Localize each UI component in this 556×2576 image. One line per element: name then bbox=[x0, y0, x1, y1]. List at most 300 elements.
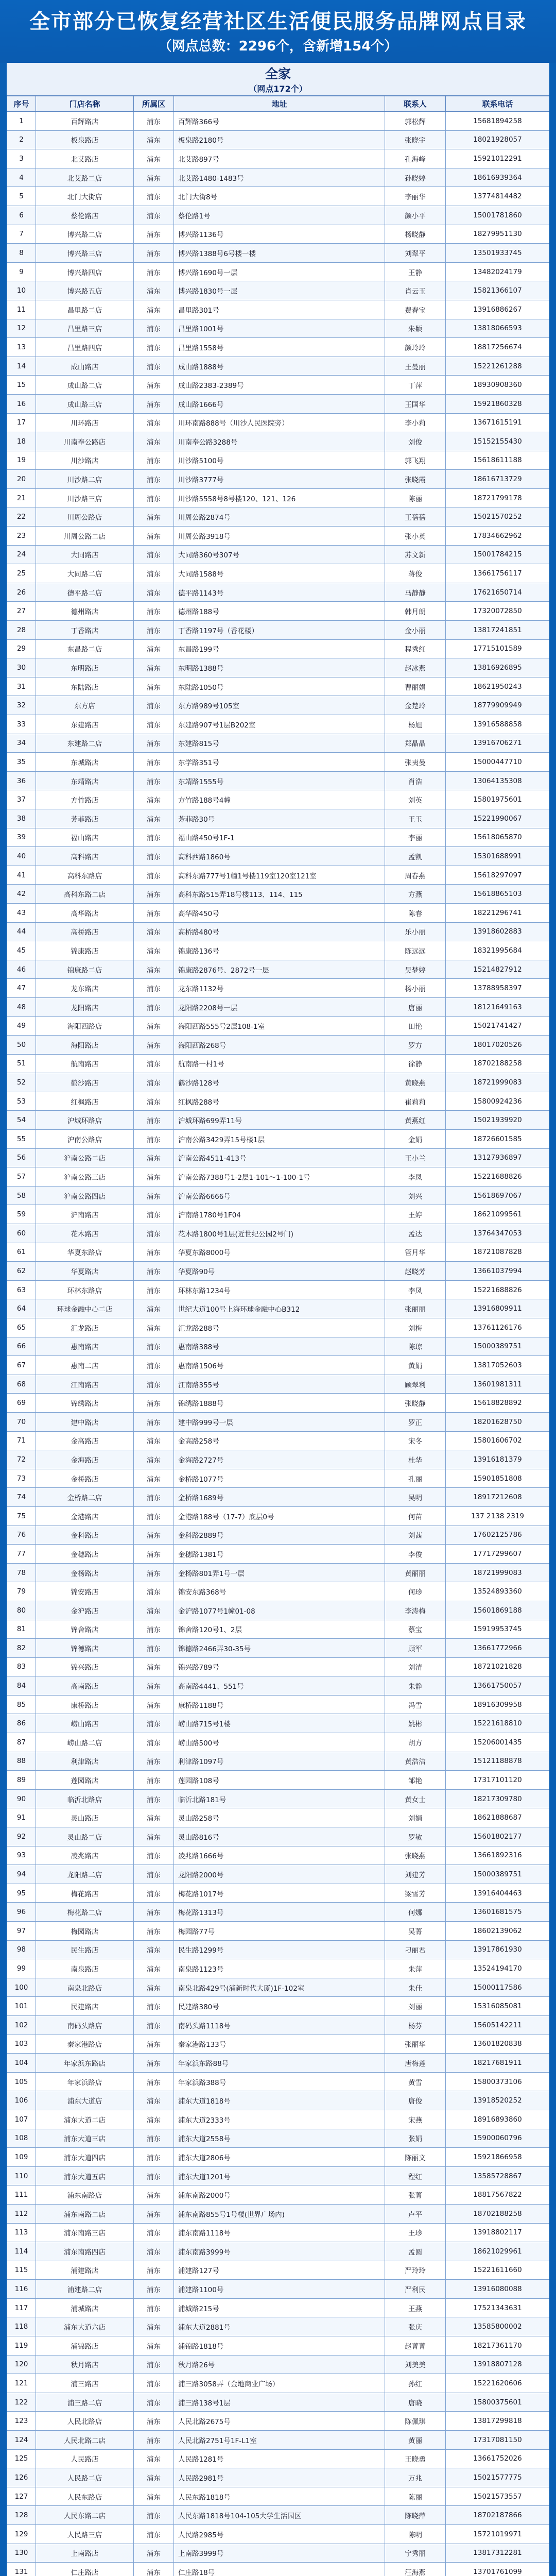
cell-address: 世纪大道100号上海环球金融中心B312 bbox=[174, 1299, 385, 1318]
cell-district: 浦东 bbox=[134, 149, 174, 168]
cell-contact: 张晓霞 bbox=[385, 470, 446, 489]
cell-store-name: 博兴路三店 bbox=[36, 244, 134, 263]
cell-district: 浦东 bbox=[134, 583, 174, 602]
cell-store-name: 浦城路店 bbox=[36, 2298, 134, 2317]
cell-contact: 崔莉莉 bbox=[385, 1092, 446, 1111]
cell-contact: 邹艳 bbox=[385, 1771, 446, 1790]
cell-store-name: 金桥路二店 bbox=[36, 1488, 134, 1507]
table-row bbox=[7, 2091, 550, 2110]
column-header-store: 门店名称 bbox=[36, 96, 134, 112]
cell-address: 高南路4441、551号 bbox=[174, 1676, 385, 1696]
cell-store-name: 东陆路店 bbox=[36, 677, 134, 696]
cell-address: 丁香路1197号（香花楼） bbox=[174, 621, 385, 640]
cell-contact: 宁秀丽 bbox=[385, 2544, 446, 2563]
cell-store-name: 博兴路五店 bbox=[36, 281, 134, 300]
cell-address: 鹤沙路128号 bbox=[174, 1073, 385, 1092]
cell-contact: 杨旭 bbox=[385, 715, 446, 734]
column-header-phone: 联系电话 bbox=[446, 96, 550, 112]
cell-address: 昌里路301号 bbox=[174, 300, 385, 319]
cell-phone: 15000389751 bbox=[446, 1337, 550, 1356]
cell-district: 浦东 bbox=[134, 1676, 174, 1696]
cell-index: 104 bbox=[7, 2054, 36, 2073]
cell-index: 29 bbox=[7, 639, 36, 658]
cell-store-name: 东明路店 bbox=[36, 658, 134, 677]
cell-district: 浦东 bbox=[134, 828, 174, 847]
table-row bbox=[7, 885, 550, 904]
cell-index: 1 bbox=[7, 112, 36, 131]
table-row bbox=[7, 1356, 550, 1375]
table-row bbox=[7, 1997, 550, 2016]
cell-district: 浦东 bbox=[134, 1771, 174, 1790]
cell-phone: 15221688826 bbox=[446, 1280, 550, 1299]
cell-phone: 13764347053 bbox=[446, 1224, 550, 1243]
cell-phone: 18721999083 bbox=[446, 1563, 550, 1582]
cell-contact: 陈琼 bbox=[385, 1337, 446, 1356]
cell-address: 东方路989号105室 bbox=[174, 696, 385, 715]
cell-phone: 13916886267 bbox=[446, 300, 550, 319]
cell-contact: 孟圆 bbox=[385, 2242, 446, 2261]
cell-phone: 13601820838 bbox=[446, 2035, 550, 2054]
table-row bbox=[7, 2336, 550, 2355]
cell-phone: 15618611188 bbox=[446, 451, 550, 470]
cell-store-name: 芳菲路店 bbox=[36, 809, 134, 828]
cell-district: 浦东 bbox=[134, 1356, 174, 1375]
cell-address: 浦三路3058弄（金地商业广场） bbox=[174, 2374, 385, 2393]
cell-index: 16 bbox=[7, 394, 36, 413]
cell-phone: 13916080088 bbox=[446, 2280, 550, 2299]
cell-district: 浦东 bbox=[134, 130, 174, 149]
cell-store-name: 浦东大道五店 bbox=[36, 2166, 134, 2185]
table-row bbox=[7, 2223, 550, 2242]
cell-district: 浦东 bbox=[134, 1394, 174, 1413]
cell-phone: 13761126176 bbox=[446, 1318, 550, 1337]
cell-store-name: 人民路三店 bbox=[36, 2525, 134, 2544]
cell-address: 人民北路2675号 bbox=[174, 2412, 385, 2431]
table-row bbox=[7, 2242, 550, 2261]
cell-index: 4 bbox=[7, 168, 36, 187]
cell-index: 81 bbox=[7, 1620, 36, 1639]
cell-address: 金杨路801弄1号一层 bbox=[174, 1563, 385, 1582]
cell-index: 18 bbox=[7, 432, 36, 451]
cell-phone: 15919953745 bbox=[446, 1620, 550, 1639]
table-row bbox=[7, 771, 550, 790]
cell-contact: 张晓宇 bbox=[385, 130, 446, 149]
cell-index: 127 bbox=[7, 2487, 36, 2506]
table-row bbox=[7, 2544, 550, 2563]
cell-contact: 孟凯 bbox=[385, 847, 446, 866]
cell-contact: 肖云玉 bbox=[385, 281, 446, 300]
cell-contact: 严利民 bbox=[385, 2280, 446, 2299]
cell-address: 汇龙路288号 bbox=[174, 1318, 385, 1337]
table-row bbox=[7, 2317, 550, 2336]
cell-district: 浦东 bbox=[134, 960, 174, 979]
cell-index: 80 bbox=[7, 1601, 36, 1620]
cell-address: 金穗路1381号 bbox=[174, 1545, 385, 1564]
cell-store-name: 人民东路二店 bbox=[36, 2506, 134, 2525]
cell-district: 浦东 bbox=[134, 1262, 174, 1281]
table-row bbox=[7, 281, 550, 300]
cell-phone: 18201628750 bbox=[446, 1412, 550, 1431]
cell-phone: 15221618810 bbox=[446, 1714, 550, 1733]
cell-store-name: 百辉路店 bbox=[36, 112, 134, 131]
cell-store-name: 灵山路店 bbox=[36, 1808, 134, 1827]
cell-district: 浦东 bbox=[134, 2336, 174, 2355]
table-row bbox=[7, 1789, 550, 1808]
cell-address: 浦东大道2881号 bbox=[174, 2317, 385, 2336]
cell-contact: 程红 bbox=[385, 2166, 446, 2185]
cell-phone: 15681894258 bbox=[446, 112, 550, 131]
cell-index: 97 bbox=[7, 1922, 36, 1941]
cell-store-name: 灵山路二店 bbox=[36, 1827, 134, 1846]
cell-address: 浦东大道2333号 bbox=[174, 2110, 385, 2129]
cell-district: 浦东 bbox=[134, 2393, 174, 2412]
cell-district: 浦东 bbox=[134, 602, 174, 621]
cell-store-name: 浦东大道店 bbox=[36, 2091, 134, 2110]
cell-store-name: 金科路店 bbox=[36, 1526, 134, 1545]
cell-index: 109 bbox=[7, 2148, 36, 2167]
cell-address: 金桥路1077号 bbox=[174, 1469, 385, 1488]
table-row bbox=[7, 1412, 550, 1431]
cell-address: 川南奉公路3288号 bbox=[174, 432, 385, 451]
cell-district: 浦东 bbox=[134, 1714, 174, 1733]
cell-contact: 吴梦婷 bbox=[385, 960, 446, 979]
table-row bbox=[7, 357, 550, 376]
cell-store-name: 福山路店 bbox=[36, 828, 134, 847]
cell-contact: 朱佳 bbox=[385, 1978, 446, 1997]
cell-contact: 何娜 bbox=[385, 1903, 446, 1922]
cell-index: 38 bbox=[7, 809, 36, 828]
cell-store-name: 成山路店 bbox=[36, 357, 134, 376]
cell-store-name: 浦东大道二店 bbox=[36, 2110, 134, 2129]
cell-contact: 李凤 bbox=[385, 1280, 446, 1299]
cell-phone: 13916809911 bbox=[446, 1299, 550, 1318]
cell-district: 浦东 bbox=[134, 206, 174, 225]
cell-index: 78 bbox=[7, 1563, 36, 1582]
table-row bbox=[7, 903, 550, 922]
cell-index: 21 bbox=[7, 488, 36, 507]
cell-address: 高科东路515弄18号楼113、114、115 bbox=[174, 885, 385, 904]
cell-index: 13 bbox=[7, 338, 36, 357]
cell-index: 71 bbox=[7, 1431, 36, 1450]
cell-index: 103 bbox=[7, 2035, 36, 2054]
cell-store-name: 德平路二店 bbox=[36, 583, 134, 602]
cell-store-name: 民生路店 bbox=[36, 1940, 134, 1959]
cell-district: 浦东 bbox=[134, 2223, 174, 2242]
cell-phone: 15221620606 bbox=[446, 2374, 550, 2393]
cell-store-name: 环林东路店 bbox=[36, 1280, 134, 1299]
cell-store-name: 锦绣路店 bbox=[36, 1394, 134, 1413]
cell-address: 金港路188号（17-7）底层0号 bbox=[174, 1506, 385, 1526]
cell-store-name: 沪城环路店 bbox=[36, 1111, 134, 1130]
cell-contact: 刘建芳 bbox=[385, 1865, 446, 1884]
table-row bbox=[7, 2204, 550, 2223]
table-row bbox=[7, 112, 550, 131]
cell-district: 浦东 bbox=[134, 2072, 174, 2091]
cell-district: 浦东 bbox=[134, 168, 174, 187]
cell-phone: 17320072850 bbox=[446, 602, 550, 621]
cell-index: 49 bbox=[7, 1016, 36, 1036]
cell-address: 高科东路777号1幢1号楼119室120室121室 bbox=[174, 866, 385, 885]
cell-district: 浦东 bbox=[134, 1054, 174, 1073]
cell-contact: 方燕 bbox=[385, 885, 446, 904]
cell-index: 129 bbox=[7, 2525, 36, 2544]
cell-address: 锦康路136号 bbox=[174, 941, 385, 960]
cell-index: 125 bbox=[7, 2449, 36, 2468]
cell-store-name: 海阳路店 bbox=[36, 1036, 134, 1055]
cell-address: 凌兆路1666号 bbox=[174, 1846, 385, 1865]
cell-contact: 刘翠平 bbox=[385, 244, 446, 263]
table-row bbox=[7, 527, 550, 546]
cell-phone: 17317081150 bbox=[446, 2431, 550, 2450]
cell-phone: 15206001435 bbox=[446, 1733, 550, 1752]
cell-contact: 陈丽 bbox=[385, 2487, 446, 2506]
cell-store-name: 浦东南路店 bbox=[36, 2185, 134, 2205]
brand-count: （网点172个） bbox=[249, 84, 307, 94]
cell-store-name: 成山路三店 bbox=[36, 394, 134, 413]
table-row bbox=[7, 1582, 550, 1601]
cell-index: 76 bbox=[7, 1526, 36, 1545]
cell-contact: 顾军 bbox=[385, 1639, 446, 1658]
cell-index: 11 bbox=[7, 300, 36, 319]
cell-index: 57 bbox=[7, 1167, 36, 1187]
cell-address: 秦家港路133号 bbox=[174, 2035, 385, 2054]
cell-store-name: 年家浜东路店 bbox=[36, 2054, 134, 2073]
table-row bbox=[7, 658, 550, 677]
table-row bbox=[7, 451, 550, 470]
cell-district: 浦东 bbox=[134, 2506, 174, 2525]
cell-contact: 顾翠利 bbox=[385, 1375, 446, 1394]
cell-index: 50 bbox=[7, 1036, 36, 1055]
cell-store-name: 建中路店 bbox=[36, 1412, 134, 1431]
cell-address: 沪南公路4511-413号 bbox=[174, 1148, 385, 1167]
cell-district: 浦东 bbox=[134, 1186, 174, 1205]
table-row bbox=[7, 639, 550, 658]
cell-store-name: 利津路店 bbox=[36, 1752, 134, 1771]
cell-index: 73 bbox=[7, 1469, 36, 1488]
cell-index: 62 bbox=[7, 1262, 36, 1281]
cell-district: 浦东 bbox=[134, 1978, 174, 1997]
cell-contact: 王曼丽 bbox=[385, 357, 446, 376]
cell-address: 梅园路77号 bbox=[174, 1922, 385, 1941]
cell-store-name: 东建路店 bbox=[36, 715, 134, 734]
cell-address: 德平路1143号 bbox=[174, 583, 385, 602]
cell-store-name: 惠南路店 bbox=[36, 1337, 134, 1356]
cell-index: 128 bbox=[7, 2506, 36, 2525]
cell-contact: 杨芬 bbox=[385, 2015, 446, 2035]
cell-district: 浦东 bbox=[134, 1884, 174, 1903]
cell-address: 高桥路480号 bbox=[174, 922, 385, 941]
cell-store-name: 崂山路店 bbox=[36, 1714, 134, 1733]
cell-store-name: 金穗路店 bbox=[36, 1545, 134, 1564]
cell-district: 浦东 bbox=[134, 2431, 174, 2450]
table-row bbox=[7, 1978, 550, 1997]
cell-district: 浦东 bbox=[134, 394, 174, 413]
cell-store-name: 人民路店 bbox=[36, 2449, 134, 2468]
cell-district: 浦东 bbox=[134, 885, 174, 904]
cell-contact: 金娟 bbox=[385, 1130, 446, 1149]
cell-index: 39 bbox=[7, 828, 36, 847]
cell-district: 浦东 bbox=[134, 112, 174, 131]
cell-phone: 13524893360 bbox=[446, 1582, 550, 1601]
cell-address: 梅花路1017号 bbox=[174, 1884, 385, 1903]
cell-phone: 137 2138 2319 bbox=[446, 1506, 550, 1526]
cell-district: 浦东 bbox=[134, 809, 174, 828]
cell-address: 人民路2985号 bbox=[174, 2525, 385, 2544]
cell-address: 东建路815号 bbox=[174, 734, 385, 753]
cell-index: 2 bbox=[7, 130, 36, 149]
cell-contact: 黄晓燕 bbox=[385, 1073, 446, 1092]
cell-store-name: 民建路店 bbox=[36, 1997, 134, 2016]
table-row bbox=[7, 2412, 550, 2431]
cell-address: 华夏路90号 bbox=[174, 1262, 385, 1281]
cell-phone: 18726601585 bbox=[446, 1130, 550, 1149]
cell-district: 浦东 bbox=[134, 1016, 174, 1036]
cell-address: 崂山路715号1楼 bbox=[174, 1714, 385, 1733]
cell-district: 浦东 bbox=[134, 432, 174, 451]
brand-name: 全家 bbox=[265, 66, 291, 81]
cell-address: 东建路907号1层B202室 bbox=[174, 715, 385, 734]
table-row bbox=[7, 1016, 550, 1036]
cell-contact: 孙晓婷 bbox=[385, 168, 446, 187]
cell-district: 浦东 bbox=[134, 790, 174, 809]
cell-index: 105 bbox=[7, 2072, 36, 2091]
cell-phone: 13601681575 bbox=[446, 1903, 550, 1922]
cell-address: 沪南公路3429弄15号楼1层 bbox=[174, 1130, 385, 1149]
cell-phone: 18221296741 bbox=[446, 903, 550, 922]
cell-phone: 13918807128 bbox=[446, 2355, 550, 2374]
column-header-address: 地址 bbox=[174, 96, 385, 112]
cell-contact: 黄丽丽 bbox=[385, 1563, 446, 1582]
cell-district: 浦东 bbox=[134, 1073, 174, 1092]
page-header bbox=[0, 0, 556, 63]
cell-contact: 吴明 bbox=[385, 1488, 446, 1507]
table-row bbox=[7, 1846, 550, 1865]
cell-store-name: 北艾路店 bbox=[36, 149, 134, 168]
table-row bbox=[7, 488, 550, 507]
cell-store-name: 高科东路二店 bbox=[36, 885, 134, 904]
table-row bbox=[7, 677, 550, 696]
cell-district: 浦东 bbox=[134, 1808, 174, 1827]
cell-phone: 13788958397 bbox=[446, 979, 550, 998]
cell-phone: 18702188258 bbox=[446, 1054, 550, 1073]
cell-index: 118 bbox=[7, 2317, 36, 2336]
cell-district: 浦东 bbox=[134, 903, 174, 922]
cell-district: 浦东 bbox=[134, 658, 174, 677]
cell-phone: 18721999083 bbox=[446, 1073, 550, 1092]
cell-phone: 15801606702 bbox=[446, 1431, 550, 1450]
cell-store-name: 金海路店 bbox=[36, 1450, 134, 1469]
table-row bbox=[7, 866, 550, 885]
cell-store-name: 锦德路店 bbox=[36, 1639, 134, 1658]
cell-index: 86 bbox=[7, 1714, 36, 1733]
cell-address: 博兴路1830号一层 bbox=[174, 281, 385, 300]
cell-address: 浦东大道2806号 bbox=[174, 2148, 385, 2167]
cell-phone: 18279951130 bbox=[446, 225, 550, 244]
cell-phone: 15800373106 bbox=[446, 2072, 550, 2091]
cell-contact: 刘俊 bbox=[385, 432, 446, 451]
cell-address: 蔡伦路1号 bbox=[174, 206, 385, 225]
cell-contact: 万兆 bbox=[385, 2468, 446, 2487]
cell-address: 板泉路2180号 bbox=[174, 130, 385, 149]
cell-district: 浦东 bbox=[134, 338, 174, 357]
cell-address: 博兴路1690号一层 bbox=[174, 262, 385, 281]
cell-district: 浦东 bbox=[134, 300, 174, 319]
cell-contact: 刘梅 bbox=[385, 1318, 446, 1337]
cell-contact: 刁丽君 bbox=[385, 1940, 446, 1959]
cell-store-name: 崂山路二店 bbox=[36, 1733, 134, 1752]
cell-district: 浦东 bbox=[134, 1243, 174, 1262]
cell-contact: 黄丽 bbox=[385, 2431, 446, 2450]
cell-store-name: 龙阳路二店 bbox=[36, 1865, 134, 1884]
cell-index: 119 bbox=[7, 2336, 36, 2355]
cell-contact: 颜小平 bbox=[385, 206, 446, 225]
cell-district: 浦东 bbox=[134, 1959, 174, 1978]
cell-index: 35 bbox=[7, 753, 36, 772]
cell-phone: 18817567822 bbox=[446, 2185, 550, 2205]
cell-phone: 13918802117 bbox=[446, 2223, 550, 2242]
cell-district: 浦东 bbox=[134, 564, 174, 583]
table-row bbox=[7, 1092, 550, 1111]
cell-contact: 刘英 bbox=[385, 790, 446, 809]
table-row bbox=[7, 1884, 550, 1903]
cell-index: 113 bbox=[7, 2223, 36, 2242]
cell-district: 浦东 bbox=[134, 771, 174, 790]
cell-address: 南泉路1123号 bbox=[174, 1959, 385, 1978]
cell-store-name: 高科路店 bbox=[36, 847, 134, 866]
cell-contact: 李涛梅 bbox=[385, 1601, 446, 1620]
cell-contact: 王珍 bbox=[385, 2223, 446, 2242]
cell-store-name: 板泉路店 bbox=[36, 130, 134, 149]
table-row bbox=[7, 734, 550, 753]
cell-store-name: 川沙路三店 bbox=[36, 488, 134, 507]
cell-store-name: 锦舍路店 bbox=[36, 1620, 134, 1639]
cell-store-name: 博兴路二店 bbox=[36, 225, 134, 244]
cell-district: 浦东 bbox=[134, 677, 174, 696]
cell-contact: 金楚玲 bbox=[385, 696, 446, 715]
cell-district: 浦东 bbox=[134, 2054, 174, 2073]
cell-index: 53 bbox=[7, 1092, 36, 1111]
cell-phone: 18017020526 bbox=[446, 1036, 550, 1055]
cell-store-name: 锦兴路店 bbox=[36, 1657, 134, 1676]
cell-store-name: 浦东大道四店 bbox=[36, 2148, 134, 2167]
cell-contact: 蔡宝 bbox=[385, 1620, 446, 1639]
cell-contact: 王蓓蓓 bbox=[385, 507, 446, 527]
cell-phone: 17717299607 bbox=[446, 1545, 550, 1564]
cell-index: 8 bbox=[7, 244, 36, 263]
cell-index: 69 bbox=[7, 1394, 36, 1413]
cell-store-name: 秋月路店 bbox=[36, 2355, 134, 2374]
cell-phone: 15800375601 bbox=[446, 2393, 550, 2412]
cell-address: 大同路360号307号 bbox=[174, 545, 385, 564]
cell-address: 沪南公路6666号 bbox=[174, 1186, 385, 1205]
cell-store-name: 上南路店 bbox=[36, 2544, 134, 2563]
cell-contact: 朱静 bbox=[385, 1676, 446, 1696]
table-row bbox=[7, 1827, 550, 1846]
cell-phone: 15021939920 bbox=[446, 1111, 550, 1130]
cell-phone: 17521343631 bbox=[446, 2298, 550, 2317]
table-row bbox=[7, 244, 550, 263]
cell-store-name: 南码头路店 bbox=[36, 2015, 134, 2035]
table-row bbox=[7, 621, 550, 640]
cell-phone: 15900060796 bbox=[446, 2129, 550, 2148]
cell-phone: 15618297097 bbox=[446, 866, 550, 885]
cell-address: 南泉北路429号(浦新时代大厦)1F-102室 bbox=[174, 1978, 385, 1997]
cell-contact: 张晓燕 bbox=[385, 1846, 446, 1865]
cell-phone: 15221261288 bbox=[446, 357, 550, 376]
cell-index: 116 bbox=[7, 2280, 36, 2299]
cell-index: 131 bbox=[7, 2563, 36, 2576]
cell-index: 101 bbox=[7, 1997, 36, 2016]
